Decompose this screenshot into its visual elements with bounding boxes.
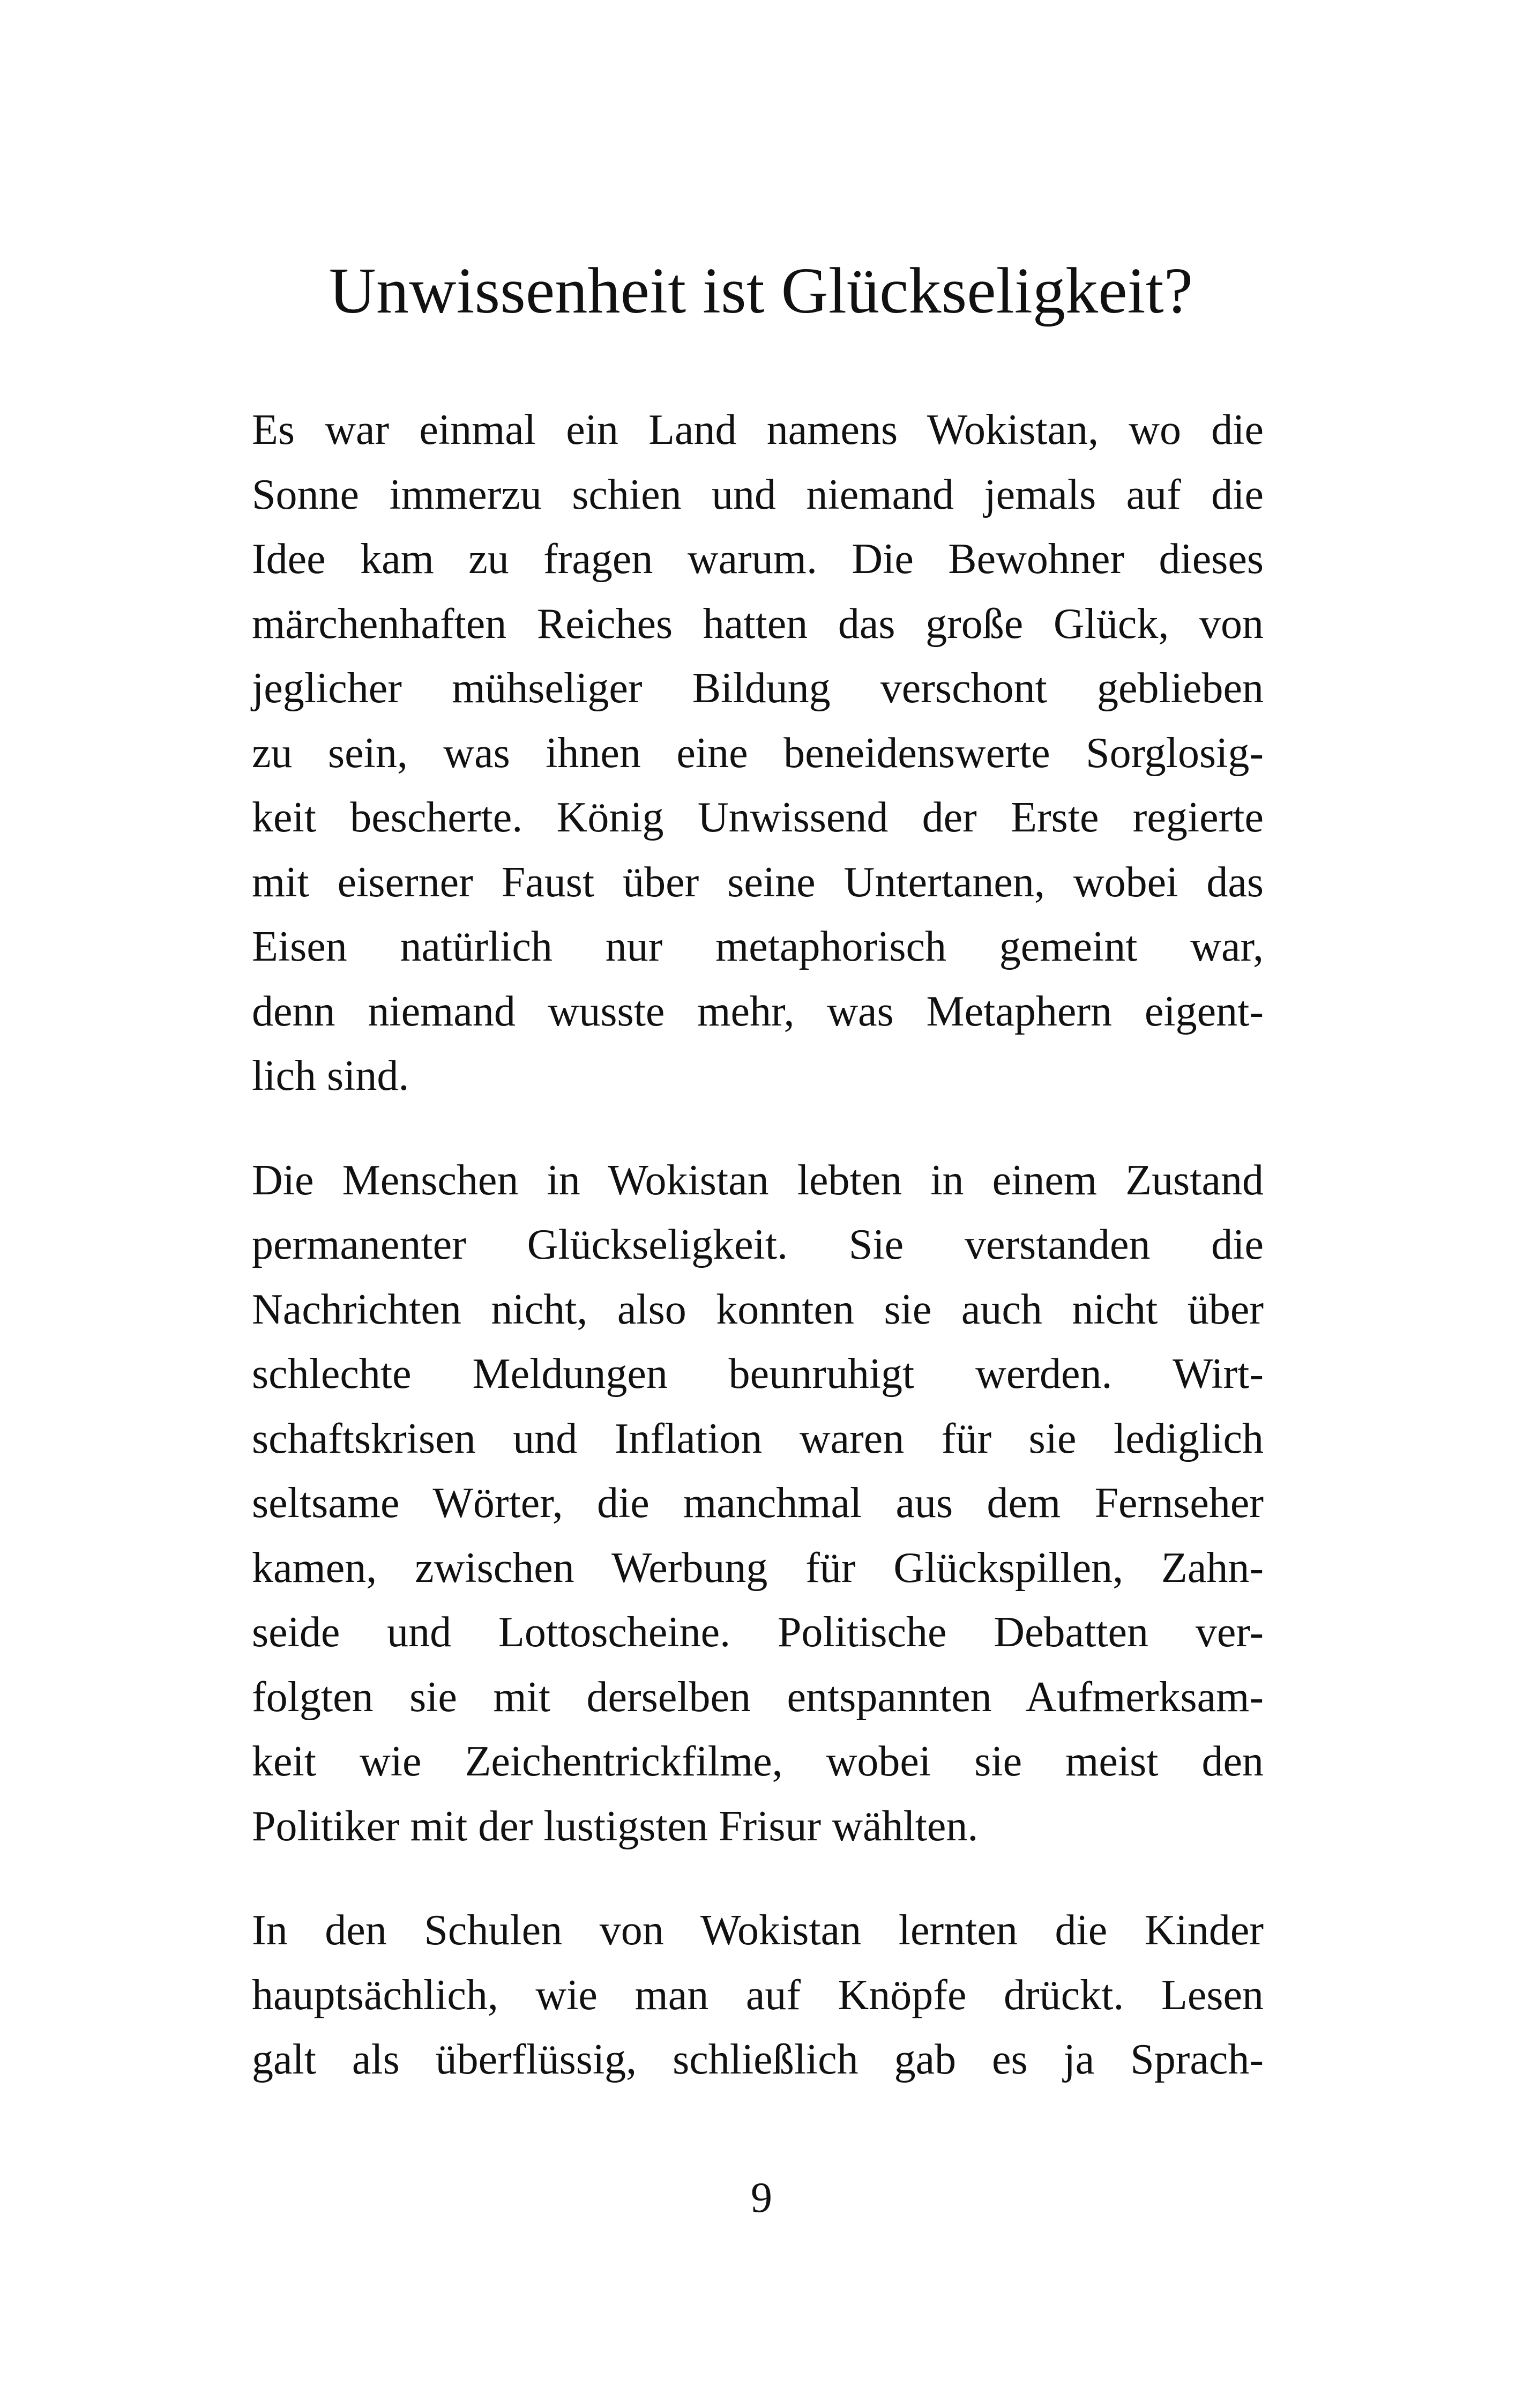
text-line: kamen, zwischen Werbung für Glückspillen, Zahn- <box>252 1544 1264 1592</box>
text-line: galt als überflüssig, schließlich gab es ja Sprach- <box>252 2036 1264 2083</box>
text-line: schaftskrisen und Inflation waren für sie lediglich <box>252 1415 1264 1462</box>
text-line: Idee kam zu fragen warum. Die Bewohner dieses <box>252 536 1264 583</box>
page-number: 9 <box>751 2174 772 2221</box>
text-line: seltsame Wörter, die manchmal aus dem Fernseher <box>252 1480 1264 1527</box>
text-line: zu sein, was ihnen eine beneidenswerte Sorglosig- <box>252 729 1264 777</box>
text-line: keit bescherte. König Unwissend der Erste regierte <box>252 794 1264 841</box>
text-line: In den Schulen von Wokistan lernten die Kinder <box>252 1907 1264 1954</box>
paragraph-2 <box>252 1148 1264 1859</box>
text-line: Die Menschen in Wokistan lebten in einem Zustand <box>252 1156 1264 1204</box>
text-line: hauptsächlich, wie man auf Knöpfe drückt. Lesen <box>252 1971 1264 2019</box>
text-line: seide und Lottoscheine. Politische Debatten ver- <box>252 1609 1264 1656</box>
text-line: schlechte Meldungen beunruhigt werden. Wirt- <box>252 1350 1264 1398</box>
text-line: folgten sie mit derselben entspannten Aufmerksam- <box>252 1673 1264 1721</box>
text-line: jeglicher mühseliger Bildung verschont geblieben <box>252 665 1264 712</box>
text-line: Nachrichten nicht, also konnten sie auch nicht über <box>252 1285 1264 1333</box>
paragraph-1 <box>252 398 1264 1109</box>
text-line: Es war einmal ein Land namens Wokistan, wo die <box>252 406 1264 454</box>
body-text <box>252 398 1264 2132</box>
text-line: märchenhaften Reiches hatten das große Glück, von <box>252 600 1264 648</box>
text-line: Sonne immerzu schien und niemand jemals auf die <box>252 471 1264 518</box>
text-line: lich sind. <box>252 1052 409 1099</box>
text-line: keit wie Zeichentrickfilme, wobei sie meist den <box>252 1738 1264 1785</box>
chapter-title: Unwissenheit ist Glückseligkeit? <box>329 255 1193 327</box>
text-line: Eisen natürlich nur metaphorisch gemeint war, <box>252 923 1264 970</box>
text-line: permanenter Glückseligkeit. Sie verstanden die <box>252 1221 1264 1268</box>
text-line: mit eiserner Faust über seine Untertanen, wobei das <box>252 858 1264 906</box>
text-line: denn niemand wusste mehr, was Metaphern eigent- <box>252 987 1264 1035</box>
text-line: Politiker mit der lustigsten Frisur wählten. <box>252 1802 979 1850</box>
paragraph-3 <box>252 1898 1264 2092</box>
